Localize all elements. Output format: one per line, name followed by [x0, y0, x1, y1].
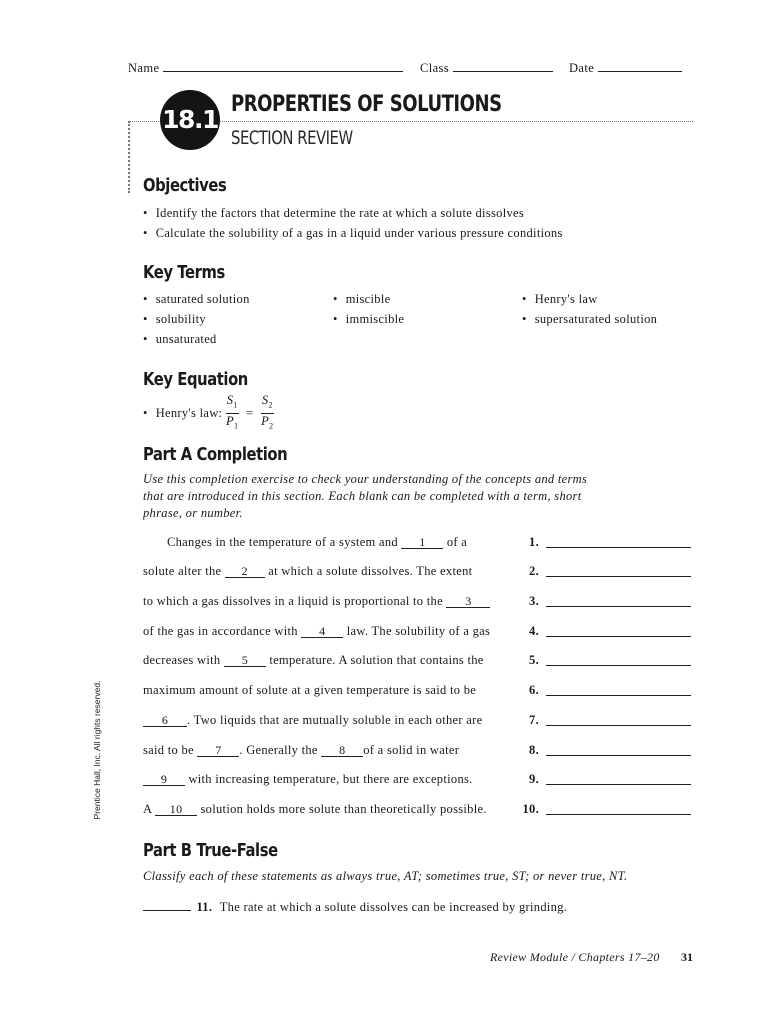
answer-number: 4.	[529, 624, 539, 638]
page-title: PROPERTIES OF SOLUTIONS	[231, 92, 502, 117]
question-text: The rate at which a solute dissolves can be increased by grinding.	[219, 900, 568, 914]
question-number: 11.	[196, 900, 213, 914]
answer-line[interactable]	[546, 802, 691, 815]
key-term-item: • solubility	[143, 312, 206, 327]
completion-blank: 4	[301, 625, 343, 638]
completion-blank: 8	[321, 744, 363, 757]
completion-blank: 1	[401, 536, 443, 549]
key-term-item: • Henry's law	[522, 292, 598, 307]
class-underline[interactable]	[453, 60, 553, 72]
class-field[interactable]	[420, 60, 553, 76]
answer-number: 1.	[529, 535, 539, 549]
answer-number: 3.	[529, 594, 539, 608]
answer-number: 5.	[529, 653, 539, 667]
key-term-item: • supersaturated solution	[522, 312, 657, 327]
page-subtitle: SECTION REVIEW	[231, 127, 353, 149]
part-a-instructions: Use this completion exercise to check your understanding of the concepts and terms that are introduced in this section. Each blank can be completed with a term, short phrase, or number.	[143, 472, 588, 520]
objective-item: • Calculate the solubility of a gas in a liquid under various pressure conditions	[143, 226, 563, 241]
key-term-item: • unsaturated	[143, 332, 217, 347]
true-false-answer-blank[interactable]	[143, 910, 191, 911]
answer-number: 10.	[522, 802, 539, 816]
answer-line[interactable]	[546, 653, 691, 666]
copyright-notice: Prentice Hall, Inc. All rights reserved.	[92, 680, 102, 820]
title-divider-vertical	[128, 121, 130, 193]
completion-blank: 2	[225, 565, 265, 578]
name-field[interactable]	[128, 60, 403, 76]
objective-item: • Identify the factors that determine the rate at which a solute dissolves	[143, 206, 524, 221]
answer-number: 9.	[529, 772, 539, 786]
key-term-item: • miscible	[333, 292, 390, 307]
key-terms-heading: Key Terms	[143, 262, 225, 283]
page-number: 31	[681, 950, 693, 964]
completion-blank: 7	[197, 744, 239, 757]
part-b-heading: Part B True-False	[143, 840, 278, 861]
equals-sign: =	[246, 405, 254, 420]
answer-number: 2.	[529, 564, 539, 578]
answer-line[interactable]	[546, 624, 691, 637]
answer-number: 8.	[529, 743, 539, 757]
part-b-instructions: Classify each of these statements as always true, AT; sometimes true, ST; or never true, NT.	[143, 869, 628, 883]
fraction-s1-p1: $\frac{S_1}{P_1}$	[226, 393, 239, 430]
answer-number: 6.	[529, 683, 539, 697]
date-underline[interactable]	[598, 60, 682, 72]
completion-blank: 6	[143, 714, 187, 727]
completion-line-1: Changes in the temperature of a system and 1 of a	[167, 535, 468, 549]
completion-line-8: said to be 7 . Generally the 8 of a solid in water	[143, 743, 460, 757]
answer-line[interactable]	[546, 594, 691, 607]
footer-module: Review Module / Chapters 17–20	[490, 950, 660, 964]
key-term-item: • saturated solution	[143, 292, 250, 307]
completion-blank: 10	[155, 803, 197, 816]
completion-blank: 5	[224, 654, 266, 667]
date-label: Date	[569, 61, 595, 75]
equation-label: • Henry's law:	[143, 406, 222, 420]
part-a-heading: Part A Completion	[143, 444, 288, 465]
objectives-heading: Objectives	[143, 175, 227, 196]
completion-blank: 9	[143, 773, 185, 786]
completion-line-2: solute alter the 2 at which a solute dissolves. The extent	[143, 564, 473, 578]
answer-line[interactable]	[546, 772, 691, 785]
completion-line-6: maximum amount of solute at a given temperature is said to be	[143, 683, 477, 697]
answer-line[interactable]	[546, 713, 691, 726]
date-field[interactable]	[569, 60, 682, 76]
name-underline[interactable]	[163, 60, 403, 72]
true-false-item	[143, 900, 567, 915]
name-label: Name	[128, 61, 160, 75]
key-term-item: • immiscible	[333, 312, 404, 327]
fraction-s2-p2: $\frac{S_2}{P_2}$	[261, 393, 274, 430]
answer-line[interactable]	[546, 683, 691, 696]
key-equation-heading: Key Equation	[143, 369, 248, 390]
completion-line-10: A 10 solution holds more solute than theoretically possible.	[143, 802, 487, 816]
henrys-law-equation	[143, 393, 274, 433]
completion-line-9: 9 with increasing temperature, but there are exceptions.	[143, 772, 473, 787]
completion-line-7: 6 . Two liquids that are mutually soluble in each other are	[143, 713, 482, 728]
completion-blank: 3	[446, 595, 490, 608]
answer-line[interactable]	[546, 743, 691, 756]
completion-line-4: of the gas in accordance with 4 law. The solubility of a gas	[143, 624, 491, 638]
section-badge: 18.1	[160, 90, 220, 150]
answer-line[interactable]	[546, 564, 691, 577]
completion-line-3: to which a gas dissolves in a liquid is proportional to the 3	[143, 594, 490, 609]
answer-line[interactable]	[546, 535, 691, 548]
class-label: Class	[420, 61, 450, 75]
answer-number: 7.	[529, 713, 539, 727]
completion-line-5: decreases with 5 temperature. A solution that contains the	[143, 653, 484, 667]
